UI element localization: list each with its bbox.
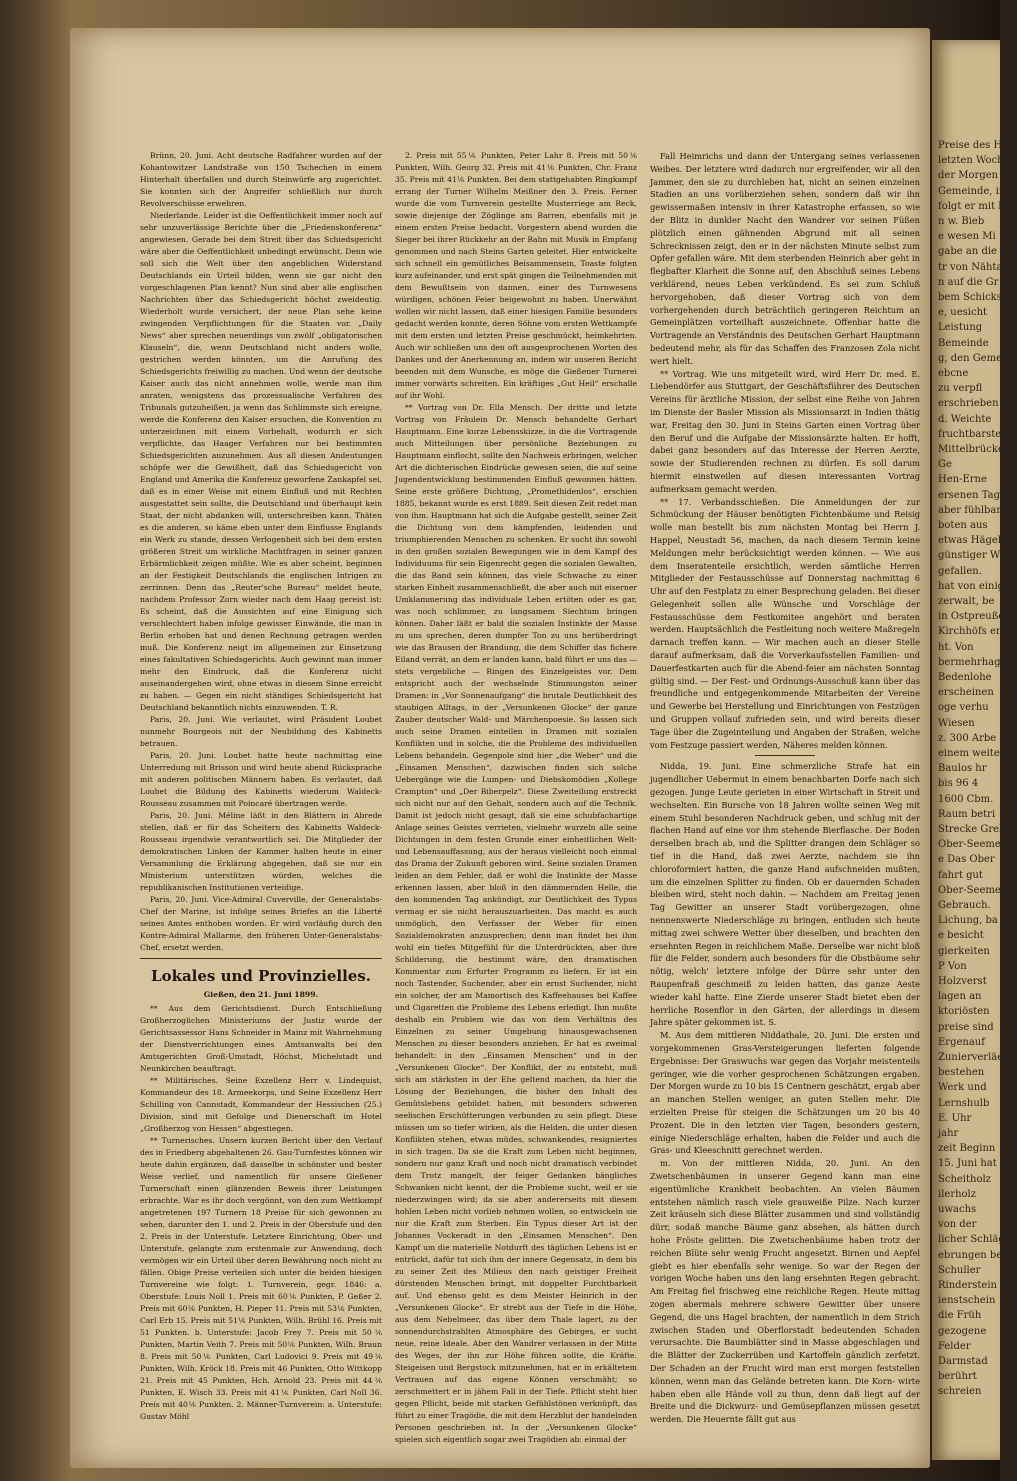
edge-text-line: ebcne <box>938 368 969 379</box>
edge-text-line: bem Schicksal <box>938 292 1012 303</box>
edge-text-line: Strecke Grel <box>938 824 1003 835</box>
edge-text-line: ilerholz <box>938 1188 977 1200</box>
edge-text-line: fruchtbarste <box>938 428 1002 440</box>
adjacent-page-edge <box>932 40 1017 1460</box>
edge-text-line: Zunierverläe <box>938 1052 1004 1063</box>
edge-text-line: ebrungen be <box>938 1249 1003 1261</box>
edge-text-line: oge verhu <box>938 702 989 714</box>
edge-text-line: Rinderstein <box>938 1280 997 1291</box>
article-paragraph: ** Aus dem Gerichtsdienst. Durch Entschließung Großherzoglichen Ministeriums der Justiz wurde der Gerichtsassessor Hans Schneider in Mainz mit Wahrnehmung der Dienstverrichtungen eines Amtsanwalts bei den Amtsgerichten Groß-Umstadt, Höchst, Michelstadt und Neunkirchen beauftragt. <box>140 1004 382 1073</box>
article-paragraph: M. Aus dem mittleren Niddathale, 20. Juni. Die ersten und vorgekommenen Gras-Versteigerungen lieferten folgende Ergebnisse: Der Graswuchs war gegen das Vorjahr meistenteils geringer, wie die vorher gesprochenen Schätzungen ergaben. Der Morgen wurde zu 10 bis 15 Centnern geschätzt, ergab aber an manchen Stellen weniger, an guten Stellen mehr. Die erzielten Preise für steigen die Schätzungen um 20 bis 40 Prozent. Die in den letzten vier Tagen, besonders gestern, einige Niederschläge erhalten, haben die Felder und auch die Gras- und Kleeschnitt gerechnet werden. <box>650 1030 920 1156</box>
edge-text-line: uwachs <box>938 1204 977 1215</box>
edge-text-line: tr von Nähtat <box>938 261 1007 273</box>
edge-text-line: ienstschein <box>938 1295 996 1307</box>
article-paragraph: Paris, 20. Juni. Méline läßt in den Blättern in Abrede stellen, daß er für das Scheitern des Kabinetts Waldeck-Rousseau irgendwie verantwortlich sei. Die Mitglieder der demokratischen Linken der Kammer halten heute in einer Versammlung die Erklärung abgegeben, daß sie nur ein Ministerium unterstützen würden, welches die republikanischen Institutionen verteidige. <box>140 811 382 892</box>
article-paragraph: ** Vortrag. Wie uns mitgeteilt wird, wird Herr Dr. med. E. Liebendörfer aus Stuttgart, der Geschäftsführer des Deutschen Vereins für ärztliche Mission, der selbst eine Reihe von Jahren im Dienste der Basler Mission als Missionsarzt in Indien thätig war, Freitag den 30. Juni in Steins Garten einen Vortrag über den Beruf und die Aufgabe der Missionsärzte halten. Er hofft, dabei ganz besonders auf das Interesse der Herren Aerzte, sowie der Studierenden rechnen zu dürfen. Es soll darum hiermit einstweilen auf diesen interessanten Vortrag aufmerksam gemacht werden. <box>650 368 920 494</box>
edge-text-line: gabe an die <box>938 246 997 258</box>
edge-text-line: bis 96 4 <box>938 778 979 790</box>
edge-text-line: zeit Beginn <box>938 1143 996 1155</box>
edge-text-line: licher Schlägen <box>938 1234 1017 1246</box>
edge-text-line: boten aus <box>938 520 988 531</box>
edge-text-line: Lernshulb <box>938 1097 990 1109</box>
edge-text-line: Felder <box>938 1340 971 1352</box>
edge-text-line: in Ostpreuße <box>938 611 1005 623</box>
edge-text-line: ht. Von <box>938 641 974 653</box>
article-paragraph: ** Militärisches. Seine Exzellenz Herr v. Lindequist, Kommandeur des 18. Armeekorps, und Seine Exzellenz Herr Schilling von Cannstadt, Kommandeur der Hessischen (25.) Division, sind mit Gefolge und Dienerschaft im Hotel „Großherzog von Hessen“ abgestiegen. <box>140 1076 382 1133</box>
edge-text-line: gierkeiten <box>938 945 990 957</box>
edge-text-line: n auf die Gr <box>938 276 999 288</box>
edge-text-line: jahr <box>938 1128 959 1139</box>
edge-text-line: Gemeinde, in <box>938 185 1006 197</box>
edge-text-line: preise sind <box>938 1021 994 1033</box>
edge-text-line: ersenen Tag <box>938 489 1000 501</box>
article-paragraph: Fall Heimrichs und dann der Untergang seines verlassenen Weibes. Der letztere wird dadurch nur ergreifender, wir all den Jammer, den sie zu durchleben hat, nicht an seinen einzelnen Stadien an uns vorüberziehen sehen, sondern daß wir ihn gewissermaßen intensiv in ihrer Katastrophe erfassen, so wie der Blitz in dunkler Nacht den Wandrer vor seinen Füßen plötzlich einen gähnenden Abgrund mit all seinen Schrecknissen zeigt, den er in der nächsten Minute selbst zum Opfer gefallen wäre. Mit dem sterbenden Heinrich aber geht in flegbafter Klarheit die Sonne auf, den Abschluß seines Lebens verklärend, neues Leben verkündend. Es sei zum Schluß hervorgehoben, daß dieser Vortrag sich von dem vorhergehenden durch beträchtlich geringeren Reichtum an Gemeinplätzen vorteilhaft auszeichnete. Offenbar hatte die Vortragende an Verständnis des Deutschen Gerhart Hauptmann bedeutend mehr, als für das Schaffen des Franzosen Zola nicht wert hielt. <box>650 151 920 366</box>
edge-text-line: n w. Bieb <box>938 216 985 227</box>
edge-text-line: lagen an <box>938 991 982 1003</box>
edge-text-line: hat von einiger <box>938 580 1015 592</box>
article-paragraph: m. Von der mittleren Nidda, 20. Juni. An den Zwetschenbäumen in unserer Gegend kann man eine eigentümliche Krankheit beobachten. An vielen Bäumen entstehen nämlich rasch viele grauweiße Pilze. Nach kurzer Zeit kräuseln sich diese Blätter zusammen und sind vollständig dürr, sodaß manche Bäume ganz absehen, als hätten durch hohe Fröste gelitten. Die Zwetschenbäume haben trotz der reichen Blüte sehr wenig Frucht angesetzt. Birnen und Aepfel giebt es hier ebenfalls sehr wenige. So war der Regen der vorigen Woche haben uns den lang ersehnten Regen gebracht. Am Freitag fiel frischweg eine reichliche Regen. Heute mittag zogen abermals mehrere schwere Gewitter über unsere Gegend, die uns Hagel brachten, der namentlich in dem Strich zwischen Staden und Oberflorstadt bedeutenden Schaden verursachte. Die Baumblätter sind in Masse abgeschlagen und die Blätter der Zuckerrüben und Kartoffeln gänzlich zerfetzt. Der Schaden an der Frucht wird man erst morgen feststellen können, wenn man das Gelände betreten kann. Die Korn- wirte haben eben alle Hände voll zu thun, denn daß liegt auf der Breite und die Dickwurz- und Gemüsepflanzen müssen gesetzt werden. Die Heuernte fällt gut aus <box>650 1158 920 1425</box>
edge-text-line: Werk und <box>938 1082 987 1094</box>
edge-text-line: Scheitholz <box>938 1173 991 1185</box>
article-paragraph: Niederlande. Leider ist die Oeffentlichkeit immer noch auf sehr unzuverlässige Berichte über die „Friedenskonferenz“ angewiesen. Gerade bei dem Streit über das Schiedsgericht wäre aber die Oeffentlichkeit unbedingt erwünscht. Denn wie soll sich die Welt über den angeblichen Widerstand Deutschlands ein Urteil bilden, wenn sie gar nicht den vorgeschlagenen Plan kennt? Nun sind aber alle englischen Nachrichten über das Schiedsgericht höchst zweideutig. Wiederholt wurde versichert, der neue Plan sehe keine zwingenden Verpflichtungen für die Staaten vor. „Daily News“ aber sprechen neuerdings von zwölf „obligatorischen Klauseln“, die, wenn Deutschland nicht anders wolle, gestrichen werden könnten, um die Anrufung des Schiedsgerichts freiwillig zu machen. Und wenn der deutsche Kaiser auch das nicht annehmen wolle, werde man ihm anraten, wenigstens das prozessualische Verfahren des Tribunals gutzuheißen, ja wenn das Schlimmste sich ereigne, werde die Konferenz den Kaiser ersuchen, die Konvention zu unterzeichnen mit einem Vorbehalt, wodurch er sich verpflichte, das Haager Verfahren nur bei bestimmten Schiedsgerichten anzunehmen. Aus all diesen Andeutungen schöpfe wer die Gewißheit, daß das Schiedsgericht von England und Amerika die Konferenz geworfene Zankapfel sei, daß es in einer Weise mit einem Einfluß und mit Rechten ausgestattet sein sollte, die Deutschland und überhaupt kein Staat, der nicht abdanken will, unterschreiben kann. Thäten es die anderen, so käme eben unter dem Einflusse Englands ein Werk zu stande, dessen Verlogenheit sich bei dem ersten größeren Streit um wirkliche Machtfragen in seiner ganzen Erbärmlichkeit zeigen müßte. Wie es aber scheint, beginnen an der Festigkeit Deutschlands die englischen Intrigen zu zerrinnen. Denn das „Reuter'sche Bureau“ meldet heute, nachdem Professor Zorn wieder nach dem Haag gereist ist: Es scheint, daß die Aussichten auf eine Einigung sich verschlechtert haben infolge gewisser Einwände, die man in Berlin erhoben hat und denen Rechnung getragen werden muß. Die Konferenz neigt im allgemeinen zur Einsetzung eines fakultativen Schiedsgerichts. Auch gewinnt man immer mehr den Eindruck, daß die Konferenz nicht auseinandergehen wird, ohne etwas in diesem Sinne erreicht zu haben. — Gegen ein nicht ständiges Schiedsgericht hat Deutschland bekanntlich nichts einzuwenden. T. R. <box>140 211 382 712</box>
edge-text-line: 1600 Cbm. <box>938 793 994 805</box>
edge-text-line: berührt <box>938 1371 977 1383</box>
edge-text-line: Ergenauf <box>938 1036 985 1048</box>
edge-text-line: der Morgen 4 <box>938 170 1008 182</box>
edge-text-line: Holzverst <box>938 976 987 987</box>
edge-text-line: ktoriösten <box>938 1006 990 1018</box>
edge-text-line: Raum betri <box>938 808 996 820</box>
edge-text-line: gezogene <box>938 1325 987 1337</box>
edge-text-line: d. Weichte <box>938 413 992 425</box>
dateline: Gießen, den 21. Juni 1899. <box>203 990 319 999</box>
edge-text-line: fahrt gut <box>938 869 983 881</box>
edge-text-line: Baulos hr <box>938 763 987 775</box>
article-paragraph: ** Vortrag von Dr. Ella Mensch. Der dritte und letzte Vortrag von Fräulein Dr. Mensch behandelte Gerhart Hauptmann. Eine kurze Lebensskizze, in die die Vortragende auch Mitteilungen über persönliche Beziehungen zu Hauptmann einflocht, sollte den Nachweis erbringen, welcher Art die dichterischen Eindrücke gewesen seien, die auf seine Jugendentwicklung bestimmenden Einfluß gewonnen hätten. Seine erste größere Dichtung, „Promethidenlos“, erschien 1885, bekannt wurde es erst 1889. Seit diesen Zeit redet man von ihm. Hauptmann hat sich die Aufgabe gestellt, seiner Zeit die Dichtung von dem kämpfenden, leidenden und triumphierenden Menschen zu schenken. Er sucht ihn sowohl in den großen sozialen Bewegungen wie in dem Kampf des Individuums für sein Eigenrecht gegen die sozialen Gewalten, die das Band sein können, das viele Schwache zu einer starken Einheit zusammenschließt, die aber auch mit eiserner Umklammerung das individuale Leben ertöten oder es gar, was noch schlimmer, zu langsamem Siechtum bringen können. Daher läßt er bald die sozialen Instinkte der Masse zu uns sprechen, deren dumpfer Ton zu uns herüberdringt wie das Brausen der Brandung, die dem Schiffer das fichere Eiland verrät, an dem er landen kann, bald führt er uns das — stets vergebliche — Ringen des Einzelgeistes vor. Dem entspricht auch der wechselnde Stimmungston seiner Dramen: in „Vor Sonnenaufgang“ die brutale Deutlichkeit des staubigen Alltags, in der „Versunkenen Glocke“ der ganze Zauber deutscher Wald- und Märchenpoesie. So lassen sich auch seine Dramen einteilen in Dramen mit sozialen Konflikten und in solche, die die Probleme des individuellen Lebens behandeln. Gegenpole sind hier „die Weber“ und die „Einsamen Menschen“, dazwischen finden sich solche Uebergänge wie die Lumpen- und Diebskomödien „Kollege Crampton“ und „Der Biberpelz“. Diese Zweiteilung erstreckt sich nicht nur auf den Gehalt, sondern auch auf die Technik. Damit ist jedoch nicht gesagt, daß sie eine schubfachartige Anlage seines Geistes verrieten, vielmehr wurzeln alle seine Dichtungen in dem festen Grunde einer einheitlichen Welt- und Lebensauffassung, aus der heraus vielleicht noch einmal das Drama der Zukunft geboren wird. Seine sozialen Dramen leiden an dem Fehler, daß er wohl die Instinkte der Masse erkennen lassen, aber bloß in den dämmernden Helle, die den kommenden Tag ankündigt, zur Deutlichkeit des Typus vermag er sie nicht herauszuarbeiten. Das macht es auch unmöglich, den Verfasser der Weber für einen Sozialdemokraten anzusprechen; denn man findet bei ihm wohl ein tiefes Mitgefühl für die Unterdrückten, aber ihre Schilderung, die bestimmt wäre, den dramatischen Kommentar zum Erfurter Programm zu liefern. Er ist ein noch Tastender, Suchender, aber ein ernst Suchender, nicht ein solcher, der am Mamortisch des Kaffeehauses bei Kaffee und Cigaretten die Probleme des Lebens erledigt. Ihm mußte deshalb ein Problem wie das von dem Verhältnis des Einzelnen zu seiner Umgebung hinausgewachsenen Menschen zu dieser besonders anziehen. Er hat es zweimal behandelt: in den „Einsamen Menschen“ und in der „Versunkenen Glocke“. Der Konflikt, der zu entsteht, muß sich am stärksten in der Ehe geltend machen, da hier die Lösung der Beziehungen, die bisher den Inhalt des Gemütslebens gebildet haben, mit besonders schweren seelischen Erschütterungen verbunden zu sein pflegt. Diese müssen um so tiefer wirken, als die Helden, die unter diesen Konflikten stehen, etwas müdes, schwankendes, resigniertes in sich tragen. Da sie die Kraft zum Leben nicht beginnen, sondern nur ganz Kraft und noch nicht dramatisch verbindet dem Trotz mangelt, der feiger Gedanken bängliches Schwanken nicht kennt, der die Probleme sucht, weil er sie niederzwingen wird; da sie aber andererseits mit diesem hohlen Leben nicht vorlieb nehmen wollen, so entwickeln sie nur die Kraft zum Sterben. Ein Typus dieser Art ist der Johannes Vockeradt in den „Einsamen Menschen“. Den Kampf um die materielle Notdurft des täglichen Lebens ist er entrückt, dafür tut sich ihm der innere Gegensatz, in dem bis zu seiner Zeit des Milieus den nach geistiger Freiheit dürstenden Menschen bringt, mit doppelter Furchtbarkeit auf. Und ebenso geht es dem Meister Heinrich in der „Versunkenen Glocke“. Er strebt aus der Tiefe in die Höhe, aus dem Nebelmeer, das über dem Thale lagert, zu der sonnendurchstrahlten Atmosphäre des Gebirges, er sucht neue, reine Ideale. Aber den Wandrer verlassen in der Mitte des Weges, der ihn zur Höhe führen sollte, die Kräfte. Steigeisen und Bergstock mitzunehmen, hat er in erkältetem Vertrauen auf das eigene Können verschmäht; so zerschmettert er in jähem Fall in der Tiefe. Pflicht steht hier gegen Pflicht, beide mit starken Gefühlstönen verknüpft, das führt zu einer Tragödie, die mit dem Herzblut der handelnden Personen geschrieben ist. In der „Versunkenen Glocke“ spielen sich eigentlich sogar zwei Tragödien ab: einmal der <box>395 403 637 1444</box>
edge-text-line: erschrieben <box>938 398 999 410</box>
article-paragraph: Brünn, 20. Juni. Acht deutsche Radfahrer wurden auf der Kohantowitzer Landstraße von 150 Tschechen in einem Hinterhalt überfallen und durch Steinwürfe arg zugerichtet. Sie konnten sich der Angreifer schließlich nur durch Revolverschüsse erwehren. <box>140 151 382 208</box>
edge-text-line: z. 300 Arbe <box>938 732 997 744</box>
edge-text-line: bermehrhagli <box>938 656 1007 668</box>
column-1 <box>140 150 382 1423</box>
section-heading: Lokales und Provinzielles. <box>151 967 371 985</box>
edge-text-line: Bemeinde <box>938 337 989 349</box>
edge-text-line: Ober-Seemen <box>938 839 1008 851</box>
edge-text-line: günstiger We <box>938 550 1006 562</box>
edge-text-line: P Von <box>938 960 967 972</box>
short-divider-rule <box>755 755 815 756</box>
edge-text-line: zu verpfl <box>938 383 983 395</box>
edge-text-line: Ober-Seemen <box>938 884 1008 896</box>
edge-text-line: Kirchhöfs ent <box>938 626 1007 638</box>
edge-text-line: Lichung, ba <box>938 915 998 927</box>
edge-text-line: erscheinen <box>938 687 994 699</box>
edge-text-line: einem weiter <box>938 748 1005 759</box>
edge-text-line: E. Uhr <box>938 1112 972 1124</box>
column-3 <box>650 150 920 1426</box>
article-paragraph: ** Turnerisches. Unsern kurzen Bericht über den Verlauf des in Friedberg abgehaltenen 26. Gau-Turnfestes können wir heute dahin ergänzen, daß dasselbe in schönster und bester Weise verlief, und namentlich für unsere Gießener Turnerschaft einen glänzenden Beweis ihrer Leistungen erbrachte. War es ihr doch vergönnt, von den zum Wettkampf angetretenen 197 Turnern 18 Preise für sich gewonnen zu sehen, darunter den 1. und 2. Preis in der Oberstufe und den 2. Preis in der Unterstufe. Letztere Einrichtung, Ober- und Unterstufe, gelangte zum erstenmale zur Anwendung, doch vermögen wir ein Urteil über deren Bewährung noch nicht zu fällen. Obige Preise verteilen sich unter die beiden hiesigen Turnvereine wie folgt: 1. Turnverein, gegr. 1846: a. Oberstufe: Louis Noll 1. Preis mit 60⅙ Punkten, P. Geßer 2. Preis mit 60⅙ Punkten, H. Pieper 11. Preis mit 53⅙ Punkten, Carl Erb 15. Preis mit 51⅙ Punkten, Wilh. Brühl 16. Preis mit 51 Punkten. b. Unterstufe: Jacob Frey 7. Preis mit 50⅙ Punkten, Martin Veith 7. Preis mit 50⅙ Punkten, Wilh. Braun 8. Preis mit 50⅙ Punkten, Carl Ludovici 9. Preis mit 49⅙ Punkten, Wilh. Kröck 18. Preis mit 46 Punkten, Otto Wittkopp 21. Preis mit 45 Punkten, Hch. Arnold 23. Preis mit 44⅙ Punkten, E. Wisch 33. Preis mit 41⅙ Punkten, Carl Noll 36. Preis mit 40⅙ Punkten. 2. Männer-Turnverein: a. Unterstufe: Gustav Möhl <box>140 1136 382 1421</box>
edge-text-line: e, uesicht <box>938 307 988 319</box>
edge-text-line: folgt er mit h <box>938 200 1005 212</box>
column-divider-rule <box>140 958 382 959</box>
edge-text-line: Ge <box>938 459 952 471</box>
edge-text-line: e wesen Mi <box>938 231 996 243</box>
edge-text-line: die Früh <box>938 1310 982 1322</box>
article-paragraph: Paris, 20. Juni. Wie verlautet, wird Präsident Loubet nunmehr Bourgeois mit der Neubildung des Kabinetts betrauen. <box>140 715 382 748</box>
edge-text-line: Wiesen <box>938 717 975 729</box>
column-2 <box>395 150 637 1446</box>
edge-text-line: Bedenlohe <box>938 672 992 683</box>
edge-text-line: aber fühlbare <box>938 504 1008 516</box>
edge-text-line: Schuller <box>938 1264 981 1276</box>
edge-text-line: etwas Hägeb <box>938 535 1005 547</box>
article-paragraph: Paris, 20. Juni. Loubet hatte heute nachmittag eine Unterredung mit Brisson und wird heute abend Rücksprache mit anderen politischen Männern haben. Es verlautet, daß Loubet die Bildung des Kabinetts wiederum Waldeck-Rousseau zusammen mit Poincaré übertragen werde. <box>140 751 382 808</box>
edge-text-line: letzten Woche <box>938 155 1010 167</box>
article-paragraph: Paris, 20. Juni. Vice-Admiral Cuverville, der Generalstabs-Chef der Marine, ist infolge seines Briefes an die Liberté seines Amtes enthoben worden. Er wird vorläufig durch den Kontre-Admiral Mallarme, den früheren Unter-Generalstabs-Chef, ersetzt werden. <box>140 895 382 952</box>
edge-text-line: schreien <box>938 1386 982 1398</box>
edge-text-line: zerwalt, be <box>938 596 995 607</box>
edge-text-line: 15. Juni hat <box>938 1158 997 1170</box>
edge-text-line: Hen-Erne <box>938 474 987 486</box>
article-paragraph: 2. Preis mit 55⅙ Punkten, Peter Lahr 8. Preis mit 50⅙ Punkten, Wilh. Georg 32. Preis mit 41⅙ Punkten, Chr. Franz 35. Preis mit 41⅙ Punkten. Bei dem stattgehabten Ringkampf errang der Turner Wilhelm Meißner den 3. Preis. Ferner wurde die vom Turnverein gestellte Musterriege am Reck, sowie diejenige der Zöglinge am Barren, ebenfalls mit je einem ersten Preise bedacht. Vorgestern abend wurden die Sieger bei ihrer Rückkehr an der Bahn mit Musik in Empfang genommen und nach Steins Garten geleitet. Hier entwickelte sich schnell ein gemütliches Beisammensein, Toaste folgten kurz aufeinander, und erst spät gingen die Teilnehmenden mit dem Bewußtsein von dannen, einer des Turnwesens würdigen, schönen Feier beigewohnt zu haben. Unerwähnt wollen wir nicht lassen, daß einer hiesigen Familie besonders gedacht werden konnte, deren Söhne vom ersten Wettkampfe mit dem ersten und letzten Preise geschmückt, heimkehrten. Auch wir schließen uns den oft ausgesprochenen Worten des Dankes und der Anerkennung an, indem wir unseren Bericht beenden mit dem Wunsche, es möge die Gießener Turnerei immer vorwärts schreiten. Ein kräftiges „Gut Heil“ erschalle auf ihr Wohl. <box>395 151 637 400</box>
edge-text-line: Gebrauch. <box>938 900 991 911</box>
article-paragraph: Nidda, 19. Juni. Eine schmerzliche Strafe hat ein jugendlicher Uebermut in einem benachbarten Dorfe nach sich gezogen. Junge Leute gerieten in einer Wirtschaft in Streit und wechselten. Ein Bursche von 18 Jahren wollte seinen Weg mit einem Stuhl besonderen Nachdruck geben, und schlug mit der flachen Hand auf eine vor ihm stehende Bierflasche. Der Boden derselben brach ab, und die Splitter drangen dem Schläger so tief in die Hand, daß zwei Aerzte, nachdem sie ihn chloroformiert hatten, die ganze Hand aufschneiden mußten, um die einzelnen Splitter zu finden. Ob er dauernden Schaden bleiben wird, steht noch dahin. — Nachdem am Freitag jenen Tag Gewitter an unserer Stadt vorübergezogen, ohne nennenswerte Niederschläge zu bringen, entluden sich heute mittag zwei schwere Wetter über dieselben, und brachten den ersehnten Regen in reichlichem Maße. Derselbe war nicht bloß für die Felder, sondern auch besonders für die Obstbäume sehr nötig, welch' letztere infolge der Dürre sehr unter den Raupenfraß geschmeiß zu leiden hatten, das ganze Aeste wieder kahl hatte. Eine Zierde unserer Stadt bietet eben der herrliche Rosenflor in den Gärten, der allerdings in diesem Jahre später gekommen ist. S. <box>650 761 920 1028</box>
edge-text-line: Mittelbrücke <box>938 444 1004 455</box>
edge-text-line: Darmstad <box>938 1356 988 1367</box>
edge-text-line: gefallen. <box>938 565 982 577</box>
edge-text-line: bestehen <box>938 1067 985 1079</box>
edge-text-line: g, den Gemeins <box>938 352 1017 364</box>
edge-text-line: von der <box>938 1219 977 1231</box>
edge-text-line: Preise des Heu <box>938 140 1015 151</box>
article-paragraph: ** 17. Verbandsschießen. Die Anmeldungen der zur Schmückung der Häuser benötigten Fichtenbäume und Reisig wolle man bestellt bis zum nächsten Montag bei Herrn J. Happel, Neustadt 56, machen, da nach diesem Termin keine Meldungen mehr berücksichtigt werden können. — Wie aus dem Inseratenteile ersichtlich, werden sämtliche Herren Mitglieder der Festausschüsse auf Donnerstag nachmittag 6 Uhr auf den Festplatz zu einer Besprechung geladen. Bei dieser Gelegenheit sollen alle Wünsche und Vorschläge der Festausschüsse dem Festkomitee angehört und beraten werden. Hauptsächlich die Festleitung noch weitere Maßregeln darnach treffen kann. — Wir machen auch an dieser Stelle darauf aufmerksam, daß die Vorverkaufsstellen Familien- und Dauerfestkarten auch für die Abend-feier am nächsten Sonntag gültig sind. — Der Fest- und Ordnungs-Ausschuß kann über das freundliche und entgegenkommende Mitarbeiten der Vereine und Gewerbe bei Herstellung und Einrichtungen von Festzügen und Gruppen vollauf zufrieden sein, und wird bereits dieser Tage über die Zugeinteilung und Angaben der Straßen, welche vom Festzuge passiert werden, Näheres melden können. <box>650 496 920 750</box>
edge-text-line: e besicht <box>938 930 984 942</box>
edge-text-line: e Das Ober <box>938 854 995 866</box>
edge-text-line: Leistung <box>938 322 983 334</box>
